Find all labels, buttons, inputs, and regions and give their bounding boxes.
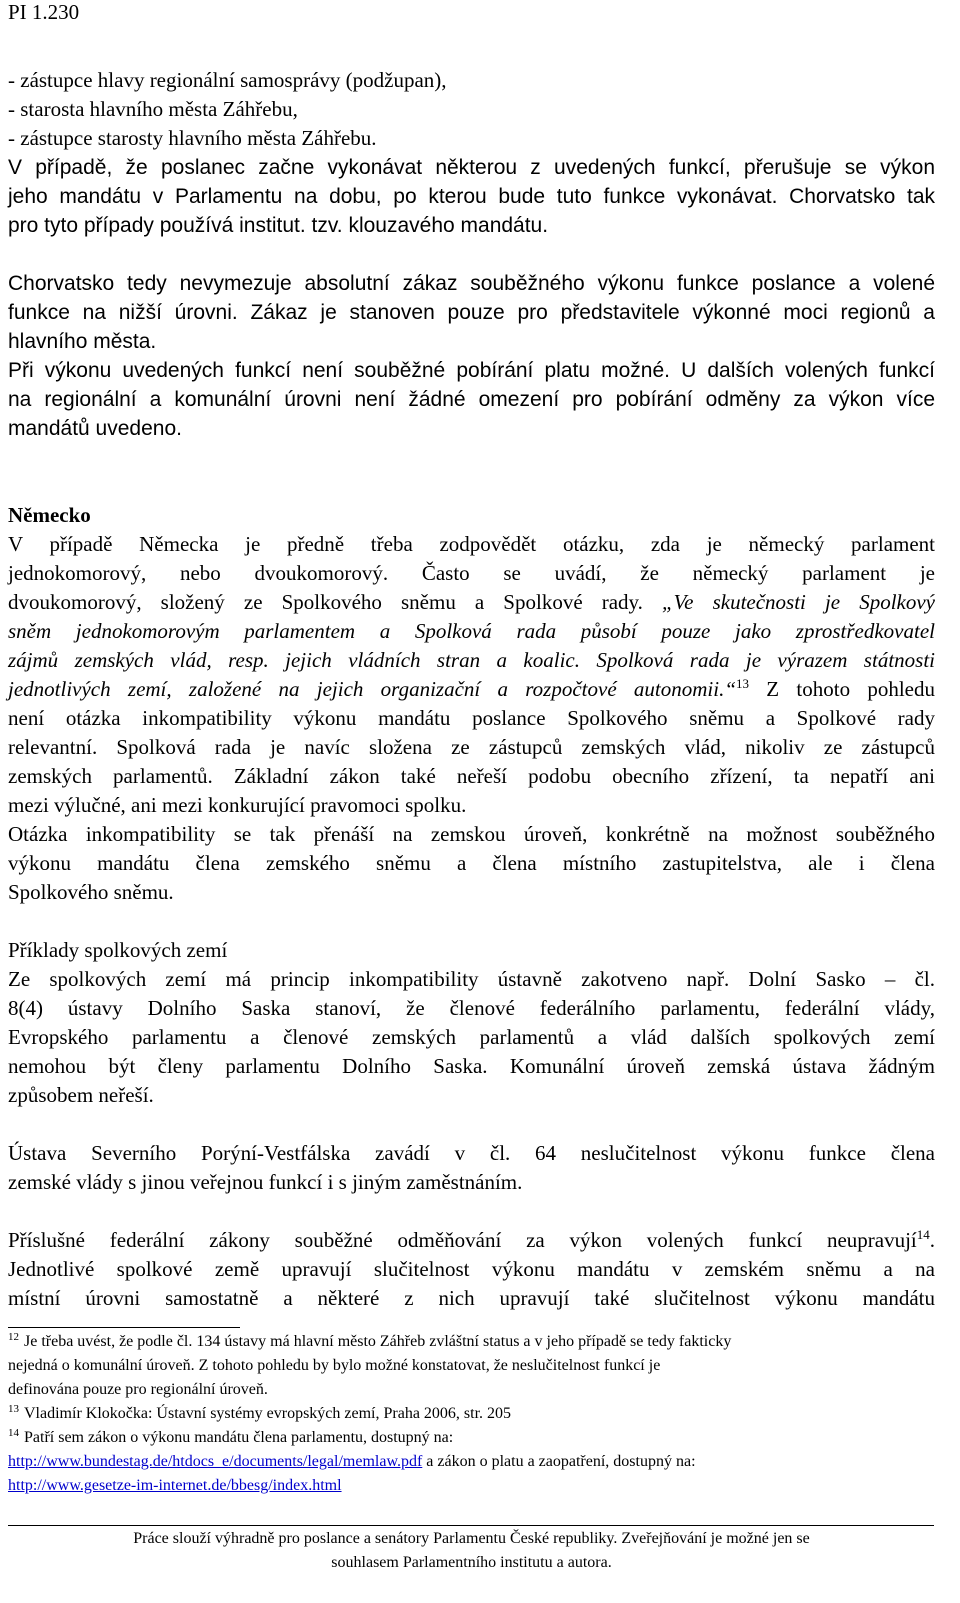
footnote-text: a zákon o platu a zaopatření, dostupný na: [422, 1453, 696, 1470]
paragraph-croatia-mandate [8, 153, 935, 240]
footnote-separator [8, 1327, 240, 1328]
section-heading-germany: Německo [8, 503, 91, 527]
text-line: místní úrovni samostatně a některé z nich upravují také slučitelnost výkonu mandátu [8, 1286, 935, 1310]
paragraph-incompatibility [8, 820, 935, 907]
quote-span: jednotlivých zemí, založené na jejich organizační a rozpočtové autonomii.“ [8, 677, 737, 701]
text-line: výkonu mandátu člena zemského sněmu a člena místního zastupitelstva, ale i člena [8, 851, 935, 875]
text-line: mezi výlučné, ani mezi konkurující pravomoci spolku. [8, 793, 467, 817]
text-line: Ze spolkových zemí má princip inkompatibility ústavně zakotveno např. Dolní Sasko – čl. [8, 967, 935, 991]
text-line: Jednotlivé spolkové země upravují slučitelnost výkonu mandátu v zemském sněmu a na [8, 1257, 935, 1281]
paragraph-lower-saxony [8, 965, 935, 1110]
text-line: zemských parlamentů. Základní zákon také neřeší podobu obecního zřízení, ta nepatří ani [8, 764, 935, 788]
footnote-line [8, 1450, 935, 1474]
text-line: hlavního města. [8, 330, 157, 353]
paragraph-croatia-ban [8, 269, 935, 443]
text-line: jeho mandátu v Parlamentu na dobu, po kterou bude tuto funkce vykonávat. Chorvatsko tak [8, 185, 935, 208]
list-item: - starosta hlavního města Záhřebu, [8, 97, 298, 121]
quote-span: „Ve skutečnosti je Spolkový [662, 590, 935, 614]
subheading-examples: Příklady spolkových zemí [8, 938, 228, 962]
link-bundestag[interactable]: http://www.bundestag.de/htdocs_e/documents/legal/memlaw.pdf [8, 1453, 423, 1470]
text-span: Z tohoto pohledu [749, 677, 935, 701]
footnote-line [8, 1330, 935, 1354]
text-line: na regionální a komunální úrovni není žádné omezení pro pobírání odměny za výkon více [8, 388, 935, 411]
quote-line: zájmů zemských vlád, resp. jejich vládních stran a koalic. Spolková rada je výrazem státnosti [8, 648, 935, 672]
text-line [8, 675, 935, 704]
text-line: není otázka inkompatibility výkonu mandátu poslance Spolkového sněmu a Spolkové rady [8, 706, 935, 730]
document-id-header: PI 1.230 [8, 0, 80, 24]
text-line: relevantní. Spolková rada je navíc složena ze zástupců zemských vlád, nikoliv ze zástupců [8, 735, 935, 759]
paragraph-nrw [8, 1139, 935, 1197]
link-gesetze[interactable]: http://www.gesetze-im-internet.de/bbesg/index.html [8, 1477, 342, 1494]
footer-line: Práce slouží výhradně pro poslance a senátory Parlamentu České republiky. Zveřejňování je možné jen se [133, 1530, 810, 1547]
text-line: pro tyto případy používá institut. tzv. klouzavého mandátu. [8, 214, 549, 237]
footer-line: souhlasem Parlamentního institutu a autora. [331, 1554, 612, 1571]
quote-line: sněm jednokomorovým parlamentem a Spolková rada působí pouze jako zprostředkovatel [8, 619, 935, 643]
text-line: jednokomorový, nebo dvoukomorový. Často se uvádí, že německý parlament je [8, 561, 935, 585]
footnote-line: nejedná o komunální úroveň. Z tohoto pohledu by bylo možné konstatovat, že neslučitelnost funkcí je [8, 1357, 661, 1374]
text-line: nemohou být členy parlamentu Dolního Saska. Komunální úroveň zemská ústava žádným [8, 1054, 935, 1078]
footer-separator [8, 1525, 934, 1526]
text-span: dvoukomorový, složený ze Spolkového sněmu a Spolkové rady. [8, 590, 662, 614]
footnote-14 [8, 1426, 935, 1498]
footnotes [8, 1330, 935, 1498]
footnote-number: 13 [8, 1402, 19, 1415]
text-line [8, 1226, 935, 1255]
footnote-line: definována pouze pro regionální úroveň. [8, 1381, 268, 1398]
footnote-13 [8, 1402, 935, 1426]
footnote-12 [8, 1330, 935, 1402]
text-span: . [929, 1228, 935, 1252]
bullet-list [8, 66, 935, 153]
text-line: Chorvatsko tedy nevymezuje absolutní zákaz souběžného výkonu funkce poslance a volené [8, 272, 935, 295]
list-item: - zástupce starosty hlavního města Záhřebu. [8, 126, 377, 150]
text-line: způsobem neřeší. [8, 1083, 154, 1107]
text-line: Otázka inkompatibility se tak přenáší na zemskou úroveň, konkrétně na možnost souběžného [8, 822, 935, 846]
footnote-line [8, 1426, 935, 1450]
footnote-ref-13: 13 [736, 676, 750, 691]
footnote-line [8, 1474, 935, 1498]
text-line: Ústava Severního Porýní-Vestfálska zavádí v čl. 64 neslučitelnost výkonu funkce člena [8, 1141, 935, 1165]
text-line [8, 588, 935, 617]
text-line: Při výkonu uvedených funkcí není souběžné pobírání platu možné. U dalších volených funkcí [8, 359, 935, 382]
text-line: zemské vlády s jinou veřejnou funkcí i s jiným zaměstnáním. [8, 1170, 523, 1194]
list-item: - zástupce hlavy regionální samosprávy (podžupan), [8, 68, 447, 92]
footnote-ref-14: 14 [916, 1227, 930, 1242]
footnote-text: Patří sem zákon o výkonu mandátu člena parlamentu, dostupný na: [24, 1429, 454, 1446]
text-line: V případě Německa je předně třeba zodpovědět otázku, zda je německý parlament [8, 532, 935, 556]
paragraph-federal-laws [8, 1226, 935, 1313]
text-line: V případě, že poslanec začne vykonávat některou z uvedených funkcí, přerušuje se výkon [8, 156, 935, 179]
footnote-text: Je třeba uvést, že podle čl. 134 ústavy má hlavní město Záhřeb zvláštní status a v jeho případě se tedy fakticky [24, 1333, 732, 1350]
text-line: mandátů uvedeno. [8, 417, 182, 440]
page-footer [8, 1527, 935, 1575]
text-line: funkce na nižší úrovni. Zákaz je stanoven pouze pro představitele výkonné moci regionů a [8, 301, 935, 324]
text-line: Spolkového sněmu. [8, 880, 174, 904]
text-line: 8(4) ústavy Dolního Saska stanoví, že členové federálního parlamentu, federální vlády, [8, 996, 935, 1020]
main-text [8, 66, 935, 1313]
footnote-number: 14 [8, 1426, 19, 1439]
footnote-line [8, 1402, 935, 1426]
footnote-number: 12 [8, 1330, 19, 1343]
text-line: Evropského parlamentu a členové zemských parlamentů a vlád dalších spolkových zemí [8, 1025, 935, 1049]
text-span: Příslušné federální zákony souběžné odměňování za výkon volených funkcí neupravují [8, 1228, 917, 1252]
footnote-text: Vladimír Klokočka: Ústavní systémy evropských zemí, Praha 2006, str. 205 [24, 1405, 512, 1422]
paragraph-germany-parliament [8, 530, 935, 820]
